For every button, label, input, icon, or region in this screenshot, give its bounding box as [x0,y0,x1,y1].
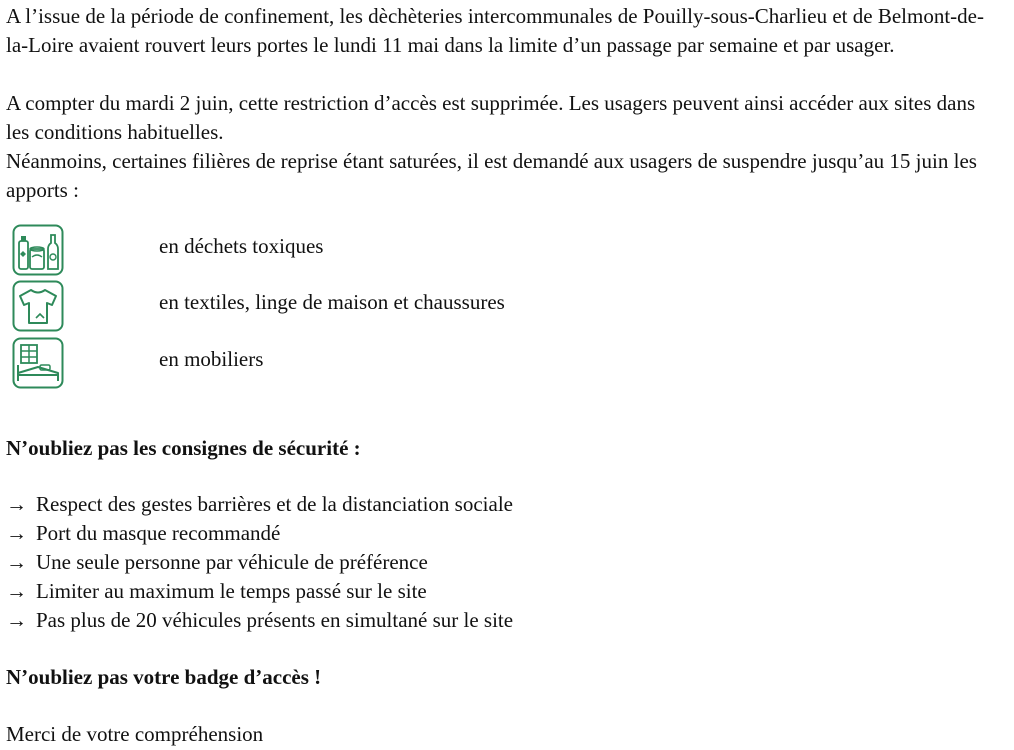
intro-paragraph-reopening: A l’issue de la période de confinement, les dèchèteries intercommunales de Pouilly-sous-Charlieu et de Belmont-de-la-Loire avaient rouvert leurs portes le lundi 11 mai dans la limite d’un passage par semaine et par usager. [6,4,984,57]
list-item [6,577,513,606]
arrow-icon: → [6,521,27,545]
safety-rule-text: Une seule personne par véhicule de préférence [36,550,428,574]
badge-reminder: N’oubliez pas votre badge d’accès ! [6,665,322,689]
safety-rule-text: Port du masque recommandé [36,521,281,545]
textile-icon [12,280,64,332]
suspended-item-textiles [12,280,812,332]
suspended-item-label: en textiles, linge de maison et chaussures [159,290,505,314]
furniture-icon [12,337,64,389]
thanks-line: Merci de votre compréhension [6,722,264,746]
arrow-icon: → [6,579,27,603]
intro-paragraph-suspension: Néanmoins, certaines filières de reprise étant saturées, il est demandé aux usagers de suspendre jusqu’au 15 juin les apports : [6,149,977,202]
list-item [6,606,513,635]
toxic-waste-icon [12,224,64,276]
safety-rule-text: Pas plus de 20 véhicules présents en simultané sur le site [36,608,514,632]
arrow-icon: → [6,492,27,516]
safety-rule-text: Respect des gestes barrières et de la distanciation sociale [36,492,513,516]
list-item [6,490,513,519]
arrow-icon: → [6,608,27,632]
safety-rule-text: Limiter au maximum le temps passé sur le site [36,579,427,603]
suspended-item-label: en mobiliers [159,347,264,371]
suspended-item-toxic [12,224,812,276]
list-item [6,519,513,548]
suspended-item-label: en déchets toxiques [159,234,324,258]
list-item [6,548,513,577]
safety-heading: N’oubliez pas les consignes de sécurité : [6,436,361,460]
safety-rules-list [6,490,513,635]
intro-paragraph-restriction-lifted: A compter du mardi 2 juin, cette restriction d’accès est supprimée. Les usagers peuvent ainsi accéder aux sites dans les conditions habituelles. [6,91,976,144]
arrow-icon: → [6,550,27,574]
suspended-item-furniture [12,337,812,389]
